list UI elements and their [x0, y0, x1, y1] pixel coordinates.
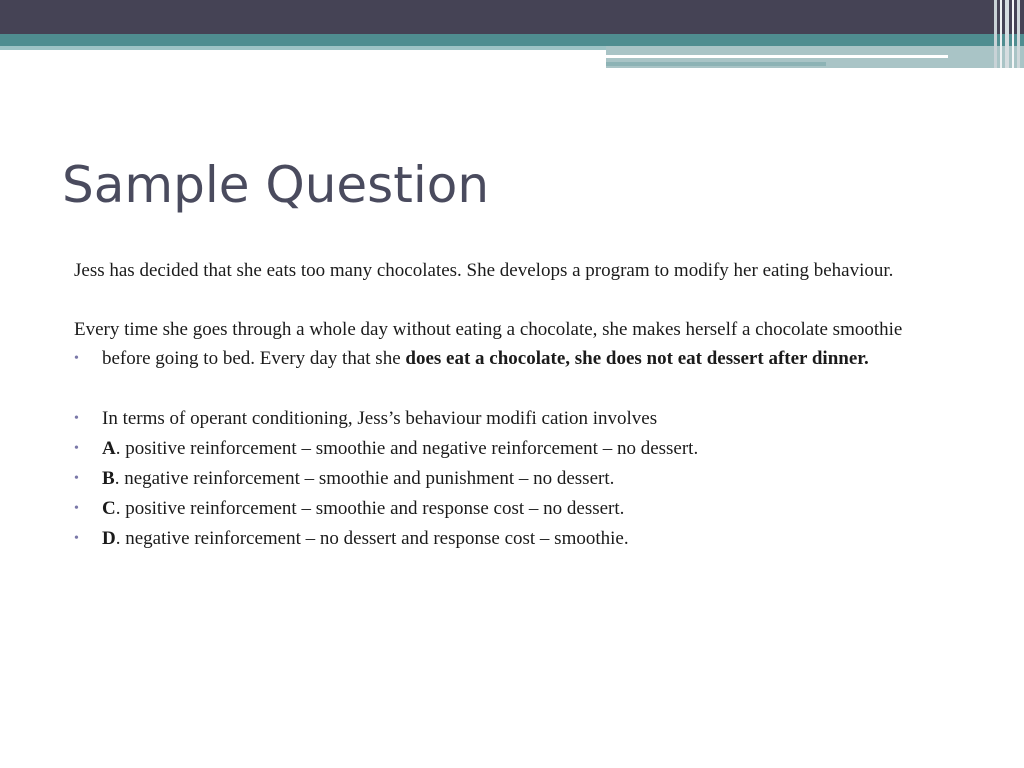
- bullet-icon: •: [74, 531, 79, 546]
- header-stripe: [1005, 0, 1009, 68]
- bullet-icon: •: [74, 411, 79, 426]
- answer-option-a: [74, 436, 954, 461]
- header-stripe: [1000, 0, 1002, 68]
- slide-body: [74, 258, 954, 556]
- bullet-icon: •: [74, 441, 79, 456]
- question-paragraph-2: Every time she goes through a whole day without eating a chocolate, she makes herself a chocolate smoothie: [74, 319, 903, 340]
- list-item: [74, 346, 954, 371]
- question-paragraph-1: Jess has decided that she eats too many chocolates. She develops a program to modify her eating behaviour.: [74, 260, 894, 281]
- list-item: [74, 406, 954, 431]
- option-text: . negative reinforcement – no dessert and response cost – smoothie.: [115, 528, 629, 549]
- option-text: . positive reinforcement – smoothie and response cost – no dessert.: [115, 498, 625, 519]
- answer-option-c: [74, 496, 954, 521]
- bullet-bold-text: does eat a chocolate, she does not eat dessert after dinner.: [405, 348, 869, 369]
- option-letter: D: [102, 528, 116, 549]
- bullet-icon: •: [74, 501, 79, 516]
- bullet-icon: •: [74, 351, 79, 366]
- option-letter: C: [102, 498, 116, 519]
- option-text: . positive reinforcement – smoothie and negative reinforcement – no dessert.: [115, 438, 699, 459]
- option-letter: A: [102, 438, 116, 459]
- bullet-text: before going to bed. Every day that she: [102, 348, 406, 369]
- header-white-line: [606, 55, 948, 58]
- header-band-dark: [0, 0, 1024, 34]
- option-text: . negative reinforcement – smoothie and punishment – no dessert.: [114, 468, 615, 489]
- header-stripe: [1012, 0, 1014, 68]
- bullet-icon: •: [74, 471, 79, 486]
- spacer: [74, 376, 954, 406]
- question-prompt: In terms of operant conditioning, Jess’s behaviour modifi cation involves: [102, 408, 658, 429]
- slide-title: Sample Question: [62, 156, 490, 214]
- header-stripe: [994, 0, 997, 68]
- header-inner-line: [606, 62, 826, 66]
- header-stripe: [1017, 0, 1020, 68]
- answer-option-d: [74, 526, 954, 551]
- answer-option-b: [74, 466, 954, 491]
- option-letter: B: [102, 468, 115, 489]
- header-band-teal: [0, 34, 1024, 46]
